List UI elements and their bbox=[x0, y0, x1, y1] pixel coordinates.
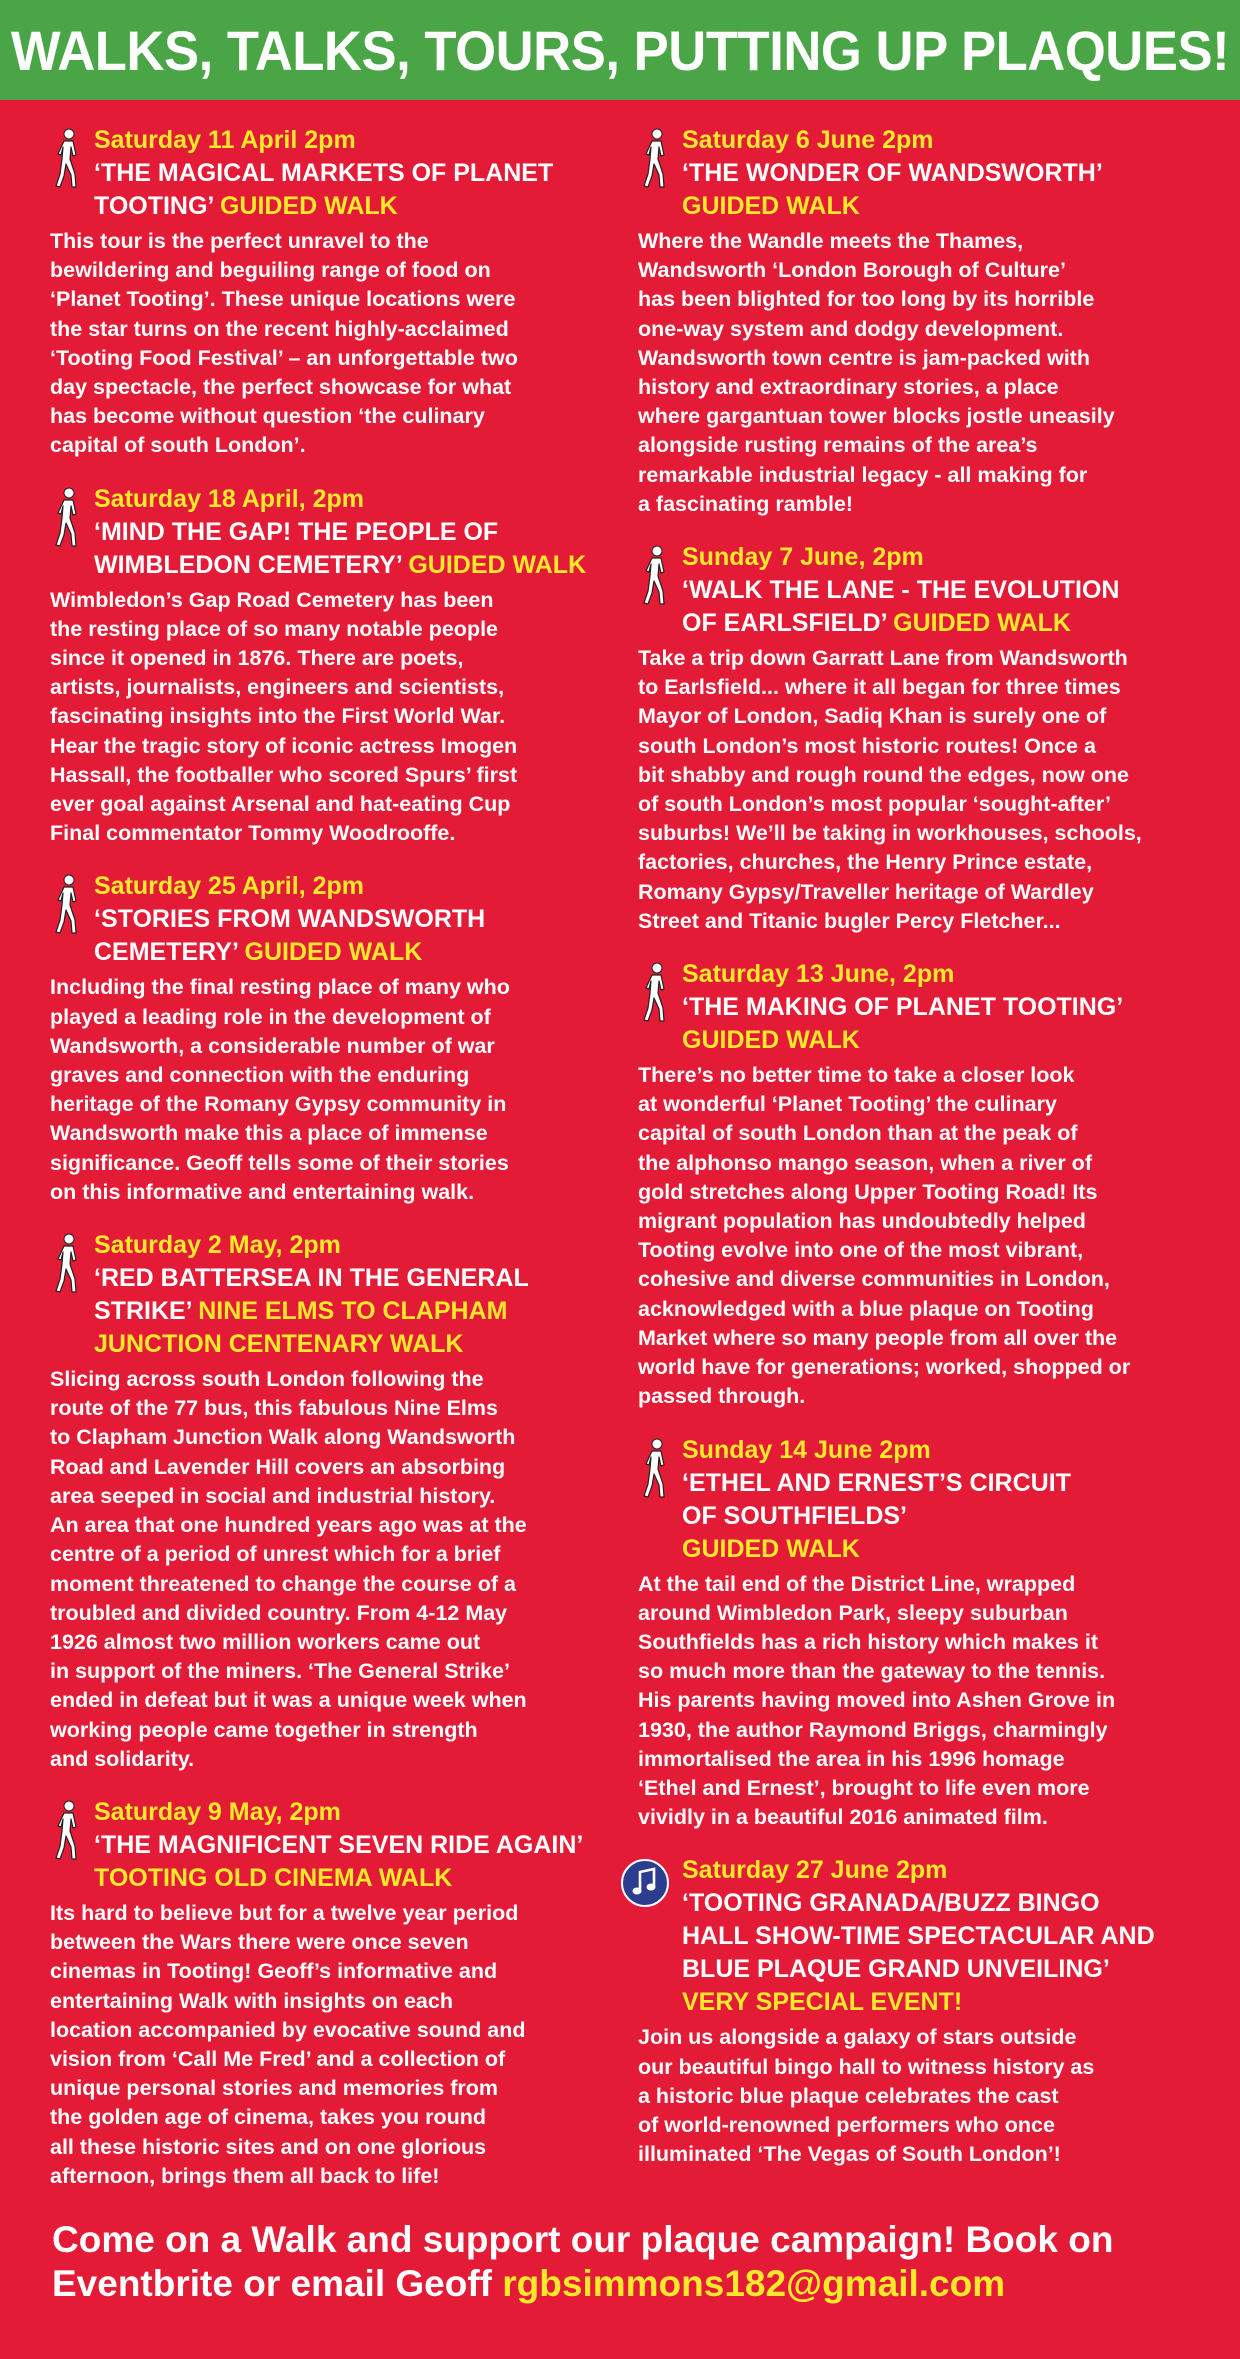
description-line: gold stretches along Upper Tooting Road! Its bbox=[638, 1179, 1098, 1204]
description-line: graves and connection with the enduring bbox=[50, 1063, 470, 1088]
event-title bbox=[94, 1829, 618, 1895]
email-link[interactable]: rgbsimmons182@gmail.com bbox=[502, 2263, 1006, 2304]
description-line: our beautiful bingo hall to witness history as bbox=[638, 2054, 1095, 2079]
walking-man-icon bbox=[52, 1800, 84, 1862]
walking-man-icon bbox=[52, 874, 84, 936]
event-title-line: ‘THE MAGNIFICENT SEVEN RIDE AGAIN’ bbox=[94, 1830, 584, 1859]
description-line: history and extraordinary stories, a place bbox=[638, 375, 1059, 400]
event-title-line: WIMBLEDON CEMETERY’ bbox=[94, 550, 409, 579]
description-line: suburbs! We’ll be taking in workhouses, schools, bbox=[638, 821, 1142, 846]
description-line: fascinating insights into the First World War. bbox=[50, 704, 506, 729]
event-listing bbox=[50, 870, 618, 1207]
event-title-line: STRIKE’ bbox=[94, 1297, 199, 1326]
description-line: world have for generations; worked, shopped or bbox=[638, 1355, 1131, 1380]
description-line: Wandsworth make this a place of immense bbox=[50, 1121, 488, 1146]
description-line: ‘Ethel and Ernest’, brought to life even more bbox=[638, 1775, 1090, 1800]
footer-line-1: Come on a Walk and support our plaque campaign! Book on bbox=[52, 2219, 1114, 2260]
description-line: Wandsworth ‘London Borough of Culture’ bbox=[638, 258, 1066, 283]
event-title-line: OF EARLSFIELD’ bbox=[682, 609, 894, 638]
event-header bbox=[50, 483, 618, 582]
event-type-tag: GUIDED WALK bbox=[244, 938, 423, 967]
description-line: immortalised the area in his 1996 homage bbox=[638, 1746, 1065, 1771]
event-date: Saturday 27 June 2pm bbox=[682, 1856, 948, 1885]
description-line: a fascinating ramble! bbox=[638, 491, 854, 516]
event-type-tag: VERY SPECIAL EVENT! bbox=[682, 1988, 963, 2017]
event-description bbox=[50, 586, 618, 849]
description-line: Take a trip down Garratt Lane from Wandsworth bbox=[638, 646, 1128, 671]
event-title-line: ‘ETHEL AND ERNEST’S CIRCUIT bbox=[682, 1468, 1071, 1497]
event-header bbox=[638, 958, 1210, 1057]
event-header bbox=[638, 1854, 1210, 2019]
description-line: day spectacle, the perfect showcase for what bbox=[50, 375, 512, 400]
description-line: Road and Lavender Hill covers an absorbing bbox=[50, 1454, 506, 1479]
description-line: and solidarity. bbox=[50, 1746, 195, 1771]
event-type-tag-line-2: JUNCTION CENTENARY WALK bbox=[94, 1330, 464, 1359]
header-banner bbox=[0, 0, 1240, 100]
walking-man-icon bbox=[640, 1438, 672, 1500]
description-line: centre of a period of unrest which for a brief bbox=[50, 1542, 501, 1567]
description-line: vividly in a beautiful 2016 animated film. bbox=[638, 1805, 1048, 1830]
description-line: An area that one hundred years ago was at the bbox=[50, 1513, 527, 1538]
description-line: south London’s most historic routes! Once a bbox=[638, 733, 1096, 758]
walking-man-icon bbox=[640, 545, 672, 607]
event-title-line: ‘THE WONDER OF WANDSWORTH’ bbox=[682, 159, 1103, 187]
description-line: bit shabby and rough round the edges, now one bbox=[638, 762, 1129, 787]
event-title-line: OF SOUTHFIELDS’ bbox=[682, 1501, 907, 1530]
event-title-line: ‘MIND THE GAP! THE PEOPLE OF bbox=[94, 517, 499, 546]
description-line: unique personal stories and memories from bbox=[50, 2076, 499, 2101]
event-title-line: ‘THE MAKING OF PLANET TOOTING’ bbox=[682, 993, 1124, 1022]
event-type-tag: GUIDED WALK bbox=[682, 1026, 860, 1055]
event-listing bbox=[638, 124, 1210, 519]
description-line: Wandsworth town centre is jam-packed with bbox=[638, 345, 1090, 370]
event-date: Saturday 11 April 2pm bbox=[94, 126, 356, 154]
description-line: between the Wars there were once seven bbox=[50, 1930, 469, 1955]
description-line: ended in defeat but it was a unique week when bbox=[50, 1688, 527, 1713]
event-description bbox=[50, 973, 618, 1207]
description-line: on this informative and entertaining walk. bbox=[50, 1179, 475, 1204]
event-date: Saturday 9 May, 2pm bbox=[94, 1797, 341, 1826]
description-line: artists, journalists, engineers and scientists, bbox=[50, 675, 505, 700]
description-line: moment threatened to change the course of a bbox=[50, 1571, 516, 1596]
footer-call-to-action bbox=[52, 2218, 1212, 2306]
event-description bbox=[638, 227, 1210, 519]
description-line: troubled and divided country. From 4-12 May bbox=[50, 1600, 508, 1625]
event-date: Saturday 25 April, 2pm bbox=[94, 872, 364, 901]
description-line: significance. Geoff tells some of their stories bbox=[50, 1150, 509, 1175]
event-title-line: ‘THE MAGICAL MARKETS OF PLANET bbox=[94, 159, 554, 187]
description-line: Mayor of London, Sadiq Khan is surely one of bbox=[638, 704, 1107, 729]
walking-man-icon bbox=[52, 128, 84, 190]
description-line: of world-renowned performers who once bbox=[638, 2112, 1055, 2137]
event-title bbox=[682, 991, 1210, 1057]
event-date: Sunday 7 June, 2pm bbox=[682, 543, 924, 572]
event-description bbox=[638, 644, 1210, 936]
walking-man-icon bbox=[640, 962, 672, 1024]
event-type-tag: GUIDED WALK bbox=[408, 550, 587, 579]
event-type-tag: GUIDED WALK bbox=[682, 192, 860, 220]
description-line: Hassall, the footballer who scored Spurs’ first bbox=[50, 762, 518, 787]
event-type-tag: GUIDED WALK bbox=[682, 1534, 860, 1563]
event-type-tag: NINE ELMS TO CLAPHAM bbox=[198, 1297, 508, 1326]
description-line: passed through. bbox=[638, 1384, 806, 1409]
description-line: illuminated ‘The Vegas of South London’! bbox=[638, 2142, 1061, 2167]
event-title bbox=[682, 574, 1210, 640]
event-title bbox=[94, 1262, 618, 1361]
description-line: At the tail end of the District Line, wrapped bbox=[638, 1571, 1076, 1596]
event-listing bbox=[638, 958, 1210, 1411]
description-line: bewildering and beguiling range of food on bbox=[50, 258, 491, 283]
description-line: Final commentator Tommy Woodrooffe. bbox=[50, 821, 456, 846]
music-note-icon bbox=[620, 1858, 670, 1908]
event-type-tag: GUIDED WALK bbox=[893, 609, 1071, 638]
walking-man-icon bbox=[52, 487, 84, 549]
event-listing bbox=[638, 541, 1210, 936]
description-line: has been blighted for too long by its horrible bbox=[638, 287, 1095, 312]
description-line: acknowledged with a blue plaque on Tooting bbox=[638, 1296, 1094, 1321]
description-line: location accompanied by evocative sound and bbox=[50, 2017, 526, 2042]
event-listing bbox=[638, 1434, 1210, 1833]
event-listing bbox=[50, 1796, 618, 2191]
event-title-line: ‘STORIES FROM WANDSWORTH bbox=[94, 905, 486, 934]
event-type-tag: GUIDED WALK bbox=[219, 192, 398, 220]
description-line: ‘Tooting Food Festival’ – an unforgettable two bbox=[50, 345, 518, 370]
description-line: route of the 77 bus, this fabulous Nine Elms bbox=[50, 1396, 498, 1421]
description-line: heritage of the Romany Gypsy community in bbox=[50, 1092, 507, 1117]
event-listing bbox=[638, 1854, 1210, 2169]
description-line: afternoon, brings them all back to life! bbox=[50, 2163, 440, 2188]
event-listing bbox=[50, 124, 618, 461]
description-line: Its hard to believe but for a twelve year period bbox=[50, 1900, 519, 1925]
event-header bbox=[638, 124, 1210, 223]
event-description bbox=[50, 1899, 618, 2191]
right-column bbox=[638, 124, 1210, 2191]
event-description bbox=[50, 1365, 618, 1774]
description-line: of south London’s most popular ‘sought-after’ bbox=[638, 792, 1111, 817]
event-date: Sunday 14 June 2pm bbox=[682, 1435, 931, 1464]
event-header bbox=[638, 1434, 1210, 1566]
description-line: the star turns on the recent highly-acclaimed bbox=[50, 316, 509, 341]
footer-line-2 bbox=[52, 2262, 1212, 2306]
description-line: migrant population has undoubtedly helped bbox=[638, 1209, 1086, 1234]
event-title bbox=[682, 157, 1210, 223]
event-title bbox=[682, 1467, 1210, 1566]
description-line: ‘Planet Tooting’. These unique locations were bbox=[50, 287, 516, 312]
event-header bbox=[50, 1796, 618, 1895]
event-listing bbox=[50, 1229, 618, 1774]
description-line: remarkable industrial legacy - all making for bbox=[638, 462, 1088, 487]
description-line: Hear the tragic story of iconic actress Imogen bbox=[50, 733, 518, 758]
description-line: Southfields has a rich history which makes it bbox=[638, 1629, 1098, 1654]
event-type-tag: TOOTING OLD CINEMA WALK bbox=[94, 1863, 453, 1892]
description-line: area seeped in social and industrial history. bbox=[50, 1483, 496, 1508]
event-title bbox=[682, 1887, 1210, 2019]
event-description bbox=[638, 1061, 1210, 1411]
description-line: where gargantuan tower blocks jostle uneasily bbox=[638, 404, 1115, 429]
description-line: in support of the miners. ‘The General Strike’ bbox=[50, 1659, 510, 1684]
description-line: played a leading role in the development of bbox=[50, 1004, 491, 1029]
event-header bbox=[50, 124, 618, 223]
event-description bbox=[638, 2023, 1210, 2169]
description-line: ever goal against Arsenal and hat-eating Cup bbox=[50, 792, 511, 817]
event-date: Saturday 18 April, 2pm bbox=[94, 484, 364, 513]
event-title-line: ‘TOOTING GRANADA/BUZZ BINGO bbox=[682, 1889, 1100, 1918]
description-line: There’s no better time to take a closer look bbox=[638, 1063, 1075, 1088]
description-line: factories, churches, the Henry Prince estate, bbox=[638, 850, 1093, 875]
description-line: capital of south London than at the peak of bbox=[638, 1121, 1078, 1146]
event-listing bbox=[50, 483, 618, 849]
description-line: a historic blue plaque celebrates the cast bbox=[638, 2083, 1059, 2108]
description-line: around Wimbledon Park, sleepy suburban bbox=[638, 1600, 1068, 1625]
description-line: entertaining Walk with insights on each bbox=[50, 1988, 453, 2013]
description-line: to Clapham Junction Walk along Wandsworth bbox=[50, 1425, 516, 1450]
event-title-line: ‘RED BATTERSEA IN THE GENERAL bbox=[94, 1264, 529, 1293]
description-line: capital of south London’. bbox=[50, 433, 306, 458]
description-line: the golden age of cinema, takes you round bbox=[50, 2105, 487, 2130]
event-title-line: BLUE PLAQUE GRAND UNVEILING’ bbox=[682, 1955, 1110, 1984]
description-line: cinemas in Tooting! Geoff’s informative and bbox=[50, 1959, 498, 1984]
description-line: Wimbledon’s Gap Road Cemetery has been bbox=[50, 587, 494, 612]
description-line: so much more than the gateway to the tennis. bbox=[638, 1659, 1106, 1684]
event-header bbox=[50, 870, 618, 969]
description-line: cohesive and diverse communities in London, bbox=[638, 1267, 1110, 1292]
description-line: Market where so many people from all over the bbox=[638, 1325, 1118, 1350]
description-line: to Earlsfield... where it all began for three times bbox=[638, 675, 1121, 700]
description-line: alongside rusting remains of the area’s bbox=[638, 433, 1038, 458]
description-line: Romany Gypsy/Traveller heritage of Wardley bbox=[638, 879, 1094, 904]
description-line: the alphonso mango season, when a river of bbox=[638, 1150, 1092, 1175]
event-title-line: ‘WALK THE LANE - THE EVOLUTION bbox=[682, 576, 1120, 605]
description-line: all these historic sites and on one glorious bbox=[50, 2134, 487, 2159]
left-column bbox=[50, 124, 618, 2213]
description-line: Where the Wandle meets the Thames, bbox=[638, 229, 1024, 253]
description-line: 1926 almost two million workers came out bbox=[50, 1629, 481, 1654]
description-line: This tour is the perfect unravel to the bbox=[50, 229, 429, 253]
description-line: Wandsworth, a considerable number of war bbox=[50, 1033, 495, 1058]
description-line: vision from ‘Call Me Fred’ and a collection of bbox=[50, 2046, 506, 2071]
description-line: one-way system and dodgy development. bbox=[638, 316, 1064, 341]
event-title bbox=[94, 516, 618, 582]
description-line: Slicing across south London following the bbox=[50, 1367, 484, 1392]
event-title-line: CEMETERY’ bbox=[94, 938, 245, 967]
walking-man-icon bbox=[640, 128, 672, 190]
description-line: 1930, the author Raymond Briggs, charmingly bbox=[638, 1717, 1108, 1742]
event-title bbox=[94, 157, 618, 223]
description-line: at wonderful ‘Planet Tooting’ the culinary bbox=[638, 1092, 1057, 1117]
description-line: Tooting evolve into one of the most vibrant, bbox=[638, 1238, 1084, 1263]
description-line: working people came together in strength bbox=[50, 1717, 478, 1742]
description-line: Including the final resting place of many who bbox=[50, 975, 510, 1000]
footer-line-2-text: Eventbrite or email Geoff bbox=[52, 2263, 503, 2304]
description-line: His parents having moved into Ashen Grove in bbox=[638, 1688, 1116, 1713]
event-title bbox=[94, 903, 618, 969]
event-header bbox=[50, 1229, 618, 1361]
description-line: the resting place of so many notable people bbox=[50, 616, 499, 641]
event-date: Saturday 2 May, 2pm bbox=[94, 1231, 341, 1260]
event-title-line: TOOTING’ bbox=[94, 192, 220, 220]
description-line: Street and Titanic bugler Percy Fletcher... bbox=[638, 908, 1061, 933]
walking-man-icon bbox=[52, 1233, 84, 1295]
event-description bbox=[638, 1570, 1210, 1833]
description-line: has become without question ‘the culinary bbox=[50, 404, 485, 429]
event-title-line: HALL SHOW-TIME SPECTACULAR AND bbox=[682, 1922, 1155, 1951]
event-description bbox=[50, 227, 618, 461]
description-line: Join us alongside a galaxy of stars outside bbox=[638, 2025, 1077, 2050]
event-header bbox=[638, 541, 1210, 640]
event-date: Saturday 6 June 2pm bbox=[682, 126, 934, 154]
event-date: Saturday 13 June, 2pm bbox=[682, 960, 955, 989]
page-title: WALKS, TALKS, TOURS, PUTTING UP PLAQUES! bbox=[10, 18, 1230, 82]
description-line: since it opened in 1876. There are poets, bbox=[50, 646, 464, 671]
